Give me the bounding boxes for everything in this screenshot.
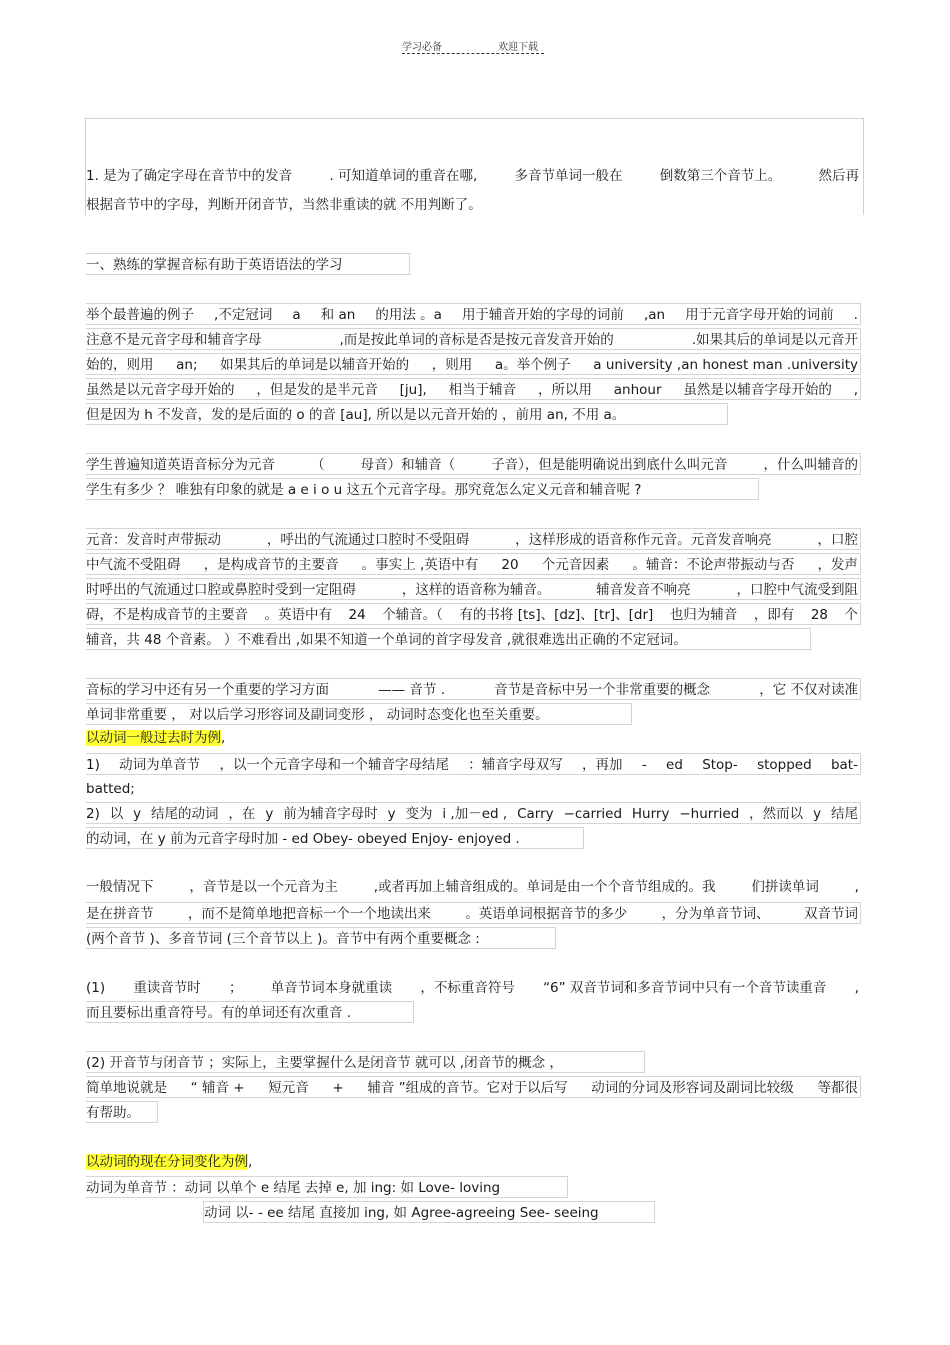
- text-segment: 28: [810, 607, 828, 623]
- para4-line-2: 单词非常重要 ， 对以后学习形容词及副词变形 ， 动词时态变化也至关重要。: [86, 703, 632, 725]
- text-segment: 等都很: [817, 1080, 858, 1096]
- text-segment: 一般情况下: [86, 879, 154, 895]
- text-segment: an;: [176, 357, 198, 373]
- text-segment: 动词为单音节: [119, 757, 201, 773]
- rule1-line-2: batted;: [86, 781, 135, 797]
- text-segment: (1): [86, 980, 106, 996]
- text-segment: 2): [86, 806, 100, 822]
- text-segment: “6” 双音节词和多音节词中只有一个音节读重音: [543, 980, 827, 996]
- text-segment: ，即有: [753, 607, 795, 623]
- para5-line-3: (两个音节 )、多音节词 (三个音节以上 )。音节中有两个重要概念 :: [86, 927, 556, 949]
- point1-line-2: 而且要标出重音符号。有的单词还有次重音 .: [86, 1001, 414, 1023]
- text-segment: ，而不是简单地把音标一个一个地读出来: [187, 906, 431, 922]
- text-segment: 24: [348, 607, 366, 623]
- text-segment: —— 音节 .: [378, 682, 445, 698]
- text-segment: 1. 是为了确定字母在音节中的发音: [86, 168, 293, 184]
- text-segment: ed: [666, 757, 683, 773]
- text-segment: 母音）和辅音（: [360, 457, 456, 473]
- text-segment: 子音），但是能明确说出到底什么叫元音: [491, 457, 728, 473]
- text-segment: .: [853, 307, 858, 323]
- text-segment: y: [813, 806, 822, 822]
- text-segment: 重读音节时: [133, 980, 201, 996]
- text-segment: ,不定冠词: [214, 307, 273, 323]
- text-segment: .如果其后的单词是以元音开: [691, 332, 858, 348]
- text-segment: 单音节词本身就重读: [270, 980, 393, 996]
- intro-line-1: [86, 165, 861, 187]
- text-segment: 碍，不是构成音节的主要音: [86, 607, 248, 623]
- text-segment: 结尾的动词: [151, 806, 219, 822]
- rule4-line: 动词 以- - ee 结尾 直接加 ing, 如 Agree-agreeing See- seeing: [203, 1201, 655, 1223]
- text-segment: 个: [844, 607, 858, 623]
- text-segment: 音标的学习中还有另一个重要的学习方面: [86, 682, 329, 698]
- text-segment: ，分为单音节词、: [661, 906, 770, 922]
- text-segment: 然后再: [818, 168, 859, 184]
- text-segment: 以: [109, 806, 124, 822]
- text-segment: ，不标重音符号: [420, 980, 515, 996]
- rule3-line: 动词为单音节 ：动词 以单个 e 结尾 去掉 e, 加 ing: 如 Love- loving: [86, 1176, 568, 1198]
- text-segment: ，呼出的气流通过口腔时不受阻碍: [266, 532, 470, 548]
- para5-line-2: [86, 902, 861, 924]
- point2-line-3: 有帮助。: [86, 1101, 158, 1123]
- text-segment: 相当于辅音: [448, 382, 517, 398]
- text-segment: ，这样的语音称为辅音。: [401, 582, 551, 598]
- text-segment: −hurried: [679, 806, 740, 822]
- header-left-text: 学习必备: [402, 42, 442, 53]
- text-segment: 前为辅音字母时: [283, 806, 378, 822]
- text-segment: 变为: [405, 806, 433, 822]
- text-segment: 结尾: [830, 806, 858, 822]
- text-segment: ,: [854, 879, 859, 895]
- text-segment: 虽然是以辅音字母开始的: [683, 382, 832, 398]
- text-segment: 学生普遍知道英语音标分为元音: [86, 457, 275, 473]
- text-segment: 短元音: [268, 1080, 309, 1096]
- para2-line-2: 学生有多少 ？ 唯独有印象的就是 a e i o u 这五个元音字母。那究竟怎么定义元音和辅音呢 ?: [86, 478, 759, 500]
- text-segment: 简单地说就是: [86, 1080, 167, 1096]
- text-segment: ，则用: [431, 357, 473, 373]
- header-right-text: 欢迎下载: [498, 42, 538, 53]
- text-segment: 20: [501, 557, 519, 573]
- text-segment: ,而是按此单词的音标是否是按元音发音开始的: [339, 332, 614, 348]
- page-header: [400, 38, 550, 58]
- text-segment: ，口腔中气流受到阻: [736, 582, 858, 598]
- para2-line-1: [86, 453, 861, 475]
- text-segment: bat-: [830, 757, 858, 773]
- text-segment: 时呼出的气流通过口腔或鼻腔时受到一定阻碍: [86, 582, 356, 598]
- text-segment: 个元音因素: [541, 557, 610, 573]
- text-segment: ，它 不仅对读准: [759, 682, 858, 698]
- rule1-line-1: [86, 753, 861, 775]
- para3-line-1: [86, 528, 861, 550]
- text-segment: ，口腔: [817, 532, 858, 548]
- para4-line-1: [86, 678, 861, 700]
- text-segment: Carry: [517, 806, 554, 822]
- text-segment: ，再加: [582, 757, 623, 773]
- text-segment: a university ,an honest man .university: [593, 357, 858, 373]
- point2-line-1: (2) 开音节与闭音节 ；实际上，主要掌握什么是闭音节 就可以 ,闭音节的概念 ，: [86, 1051, 645, 1073]
- text-segment: a。举个例子: [494, 357, 571, 373]
- text-segment: 1): [86, 757, 100, 773]
- text-segment: 用于元音字母开始的词前: [685, 307, 834, 323]
- text-segment: “ 辅音 +: [190, 1080, 245, 1096]
- para1-line-5: 但是因为 h 不发音，发的是后面的 o 的音 [au], 所以是以元音开始的 ，前用 an, 不用 a。: [86, 403, 728, 425]
- text-segment: 也归为辅音: [669, 607, 738, 623]
- highlight-text: 以动词一般过去时为例: [86, 730, 221, 746]
- text-segment: 辅音 ”组成的音节。它对于以后写: [367, 1080, 568, 1096]
- text-segment: 。英语中有: [264, 607, 332, 623]
- para1-line-1: [86, 303, 861, 325]
- text-segment: 多音节单词一般在: [514, 168, 623, 184]
- text-segment: y: [265, 806, 274, 822]
- text-segment: anhour: [613, 382, 662, 398]
- intro-line-2: 根据音节中的字母，判断开闭音节，当然非重读的就 不用判断了。: [86, 197, 482, 213]
- highlight-present-participle: 以动词的现在分词变化为例,: [86, 1154, 253, 1170]
- text-segment: a: [292, 307, 301, 323]
- text-segment: 和 an: [320, 307, 356, 323]
- text-segment: 注意不是元音字母和辅音字母: [86, 332, 262, 348]
- text-segment: 个辅音。（: [382, 607, 443, 623]
- point2-line-2: [86, 1076, 861, 1098]
- text-segment: 动词的分词及形容词及副词比较级: [591, 1080, 794, 1096]
- rule2-line-1: [86, 802, 861, 824]
- text-segment: 。事实上 ,英语中有: [361, 557, 479, 573]
- text-segment: 用于辅音开始的字母的词前: [461, 307, 624, 323]
- text-segment: 有的书将 [ts]、[dz]、[tr]、[dr]: [459, 607, 654, 623]
- point1-line-1: [86, 977, 861, 999]
- text-segment: 辅音发音不响亮: [596, 582, 691, 598]
- text-segment: ，音节是以一个元音为主: [189, 879, 338, 895]
- para3-line-4: [86, 603, 861, 625]
- text-segment: ，但是发的是半元音: [256, 382, 378, 398]
- section-title: 一、熟练的掌握音标有助于英语语法的学习: [86, 253, 410, 275]
- text-segment: （: [311, 457, 325, 473]
- text-segment: 举个最普遍的例子: [86, 307, 194, 323]
- text-segment: ；: [229, 980, 243, 996]
- text-segment: y: [133, 806, 142, 822]
- text-segment: 音节是音标中另一个非常重要的概念: [494, 682, 711, 698]
- text-segment: y: [387, 806, 396, 822]
- text-segment: ，是构成音节的主要音: [203, 557, 339, 573]
- text-segment: ：辅音字母双写: [468, 757, 563, 773]
- text-segment: 如果其后的单词是以辅音开始的: [220, 357, 410, 373]
- rule2-line-2: 的动词，在 y 前为元音字母时加 - ed Obey- obeyed Enjoy- enjoyed .: [86, 827, 584, 849]
- text-segment: 的用法 。a: [375, 307, 442, 323]
- para3-line-5: 辅音，共 48 个音素。 ）不难看出 ,如果不知道一个单词的首字母发音 ,就很难选出正确的不定冠词。: [86, 628, 811, 650]
- text-segment: Hurry: [631, 806, 670, 822]
- text-segment: 们拼读单词: [751, 879, 819, 895]
- text-segment: ,an: [643, 307, 666, 323]
- text-segment: ，然而以: [749, 806, 804, 822]
- text-segment: 是在拼音节: [86, 906, 154, 922]
- text-segment: ,: [853, 382, 858, 398]
- para3-line-3: [86, 578, 861, 600]
- text-segment: +: [332, 1080, 344, 1096]
- text-segment: 中气流不受阻碍: [86, 557, 181, 573]
- text-segment: i ,加－ed ,: [442, 806, 508, 822]
- text-segment: ,: [854, 980, 859, 996]
- text-segment: 倒数第三个音节上。: [659, 168, 782, 184]
- text-segment: ，什么叫辅音的: [763, 457, 858, 473]
- highlight-text: 以动词的现在分词变化为例: [86, 1154, 248, 1170]
- para1-line-3: [86, 353, 861, 375]
- para3-line-2: [86, 553, 861, 575]
- text-segment: −carried: [563, 806, 623, 822]
- text-segment: 。英语单词根据音节的多少: [465, 906, 628, 922]
- text-segment: ，在: [228, 806, 256, 822]
- header-dashed-rule: [402, 53, 544, 54]
- para5-line-1: [86, 876, 861, 898]
- text-segment: ，以一个元音字母和一个辅音字母结尾: [219, 757, 449, 773]
- text-segment: 。辅音：不论声带振动与否: [632, 557, 795, 573]
- text-segment: stopped: [757, 757, 812, 773]
- text-segment: ，这样形成的语音称作元音。元音发音响亮: [515, 532, 772, 548]
- para1-line-4: [86, 378, 861, 400]
- text-segment: Stop-: [702, 757, 738, 773]
- text-segment: 元音：发音时声带振动: [86, 532, 221, 548]
- text-segment: ,或者再加上辅音组成的。单词是由一个个音节组成的。我: [373, 879, 716, 895]
- text-segment: 虽然是以元音字母开始的: [86, 382, 235, 398]
- text-segment: -: [641, 757, 647, 773]
- para1-line-2: [86, 328, 861, 350]
- text-segment: 双音节词: [804, 906, 858, 922]
- text-segment: [ju],: [399, 382, 427, 398]
- text-segment: ，发声: [817, 557, 858, 573]
- text-segment: . 可知道单词的重音在哪,: [329, 168, 478, 184]
- highlight-past-tense: 以动词一般过去时为例,: [86, 730, 226, 746]
- text-segment: 始的，则用: [86, 357, 154, 373]
- text-segment: ，所以用: [537, 382, 592, 398]
